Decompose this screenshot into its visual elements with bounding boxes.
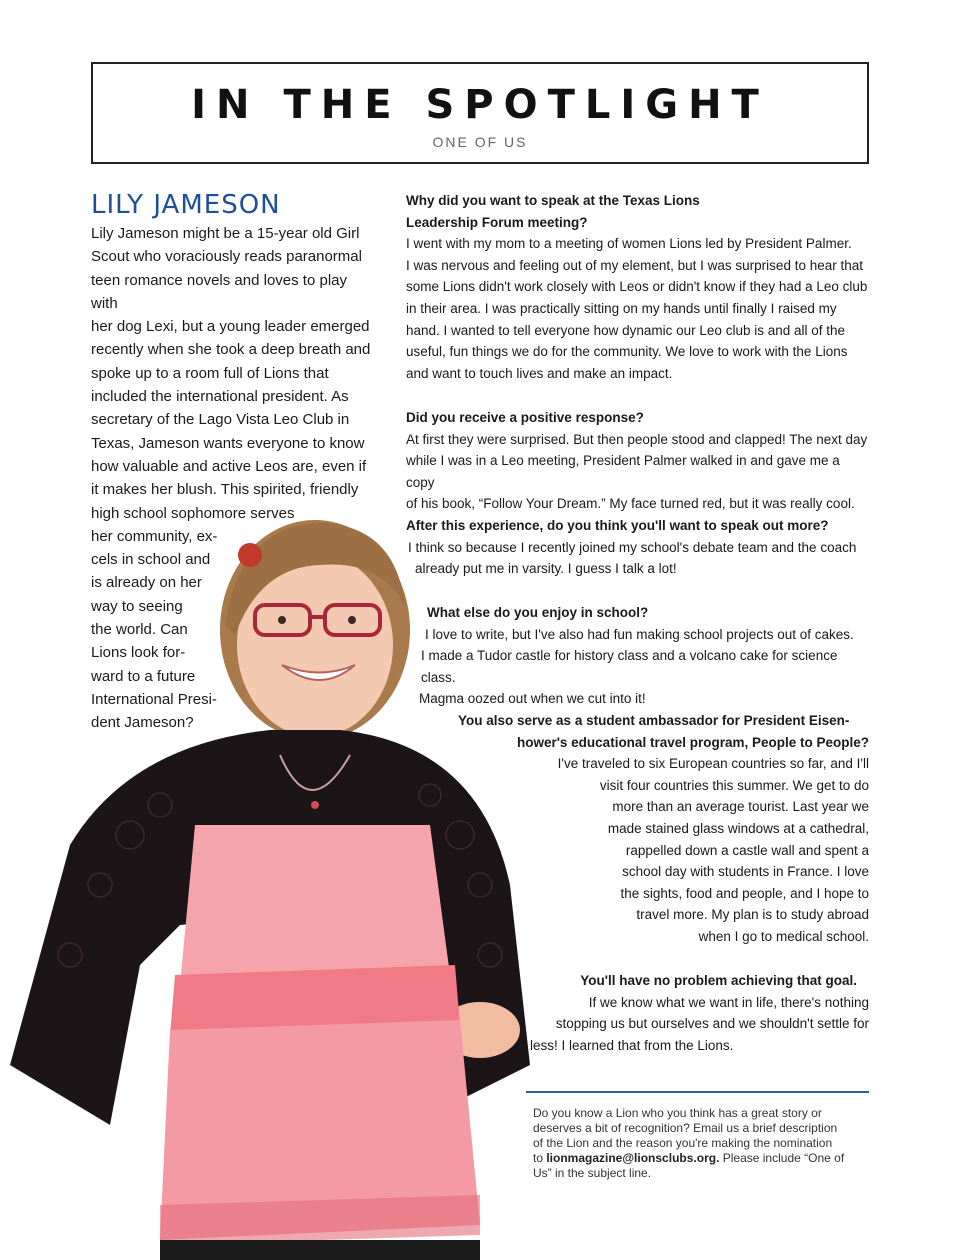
answer-line: made stained glass windows at a cathedral,: [607, 820, 869, 836]
qa-block-6: [530, 970, 869, 1056]
answer-line: of his book, “Follow Your Dream.” My face turned red, but it was really cool.: [406, 496, 855, 512]
answer-line: while I was in a Leo meeting, President Palmer walked in and gave me a copy: [406, 453, 840, 490]
intro-line: teen romance novels and loves to play with: [91, 271, 347, 312]
answer-line: I was nervous and feeling out of my element, but I was surprised to hear that: [406, 257, 863, 273]
question: After this experience, do you think you'll want to speak out more?: [406, 518, 829, 533]
answer-line: If we know what we want in life, there's nothing: [588, 994, 869, 1010]
answer-line: travel more. My plan is to study abroad: [636, 907, 869, 923]
intro-line: secretary of the Lago Vista Leo Club in: [91, 411, 350, 429]
note-text: to: [533, 1151, 547, 1165]
nomination-note: [533, 1106, 863, 1181]
answer-line: Magma oozed out when we cut into it!: [419, 691, 646, 707]
email-link[interactable]: lionmagazine@lionsclubs.org.: [546, 1151, 720, 1165]
question: What else do you enjoy in school?: [427, 605, 649, 620]
intro-line: high school sophomore serves: [91, 504, 295, 522]
question: hower's educational travel program, People to People?: [516, 734, 869, 750]
answer-line: hand. I wanted to tell everyone how dynamic our Leo club is and all of the: [406, 322, 846, 338]
answer-line: visit four countries this summer. We get to do: [599, 777, 869, 793]
intro-line: her community, ex-: [91, 527, 218, 545]
intro-line: Texas, Jameson wants everyone to know: [91, 434, 365, 452]
note-line: [533, 1151, 863, 1166]
intro-line: the world. Can: [91, 621, 188, 639]
answer-line: I went with my mom to a meeting of women Lions led by President Palmer.: [406, 236, 852, 252]
answer-line: I made a Tudor castle for history class and a volcano cake for science class.: [421, 648, 838, 685]
intro-line: cels in school and: [91, 551, 211, 569]
intro-line: her dog Lexi, but a young leader emerged: [91, 318, 370, 336]
answer-line: already put me in varsity. I guess I talk a lot!: [415, 561, 677, 577]
intro-line: Lions look for-: [91, 644, 186, 662]
answer-line: and want to touch lives and make an impact.: [406, 365, 673, 381]
intro-line: recently when she took a deep breath and: [91, 341, 371, 359]
answer-line: I think so because I recently joined my school's debate team and the coach: [408, 539, 857, 555]
question: You also serve as a student ambassador for President Eisen-: [458, 713, 850, 728]
header-box: [91, 62, 869, 164]
page-title: IN THE SPOTLIGHT: [191, 82, 769, 128]
intro-line: Lily Jameson might be a 15-year old Girl: [91, 225, 360, 242]
answer-line: stopping us but ourselves and we shouldn't settle for: [555, 1016, 869, 1032]
question: You'll have no problem achieving that goal.: [580, 973, 857, 988]
answer-line: I've traveled to six European countries so far, and I'll: [557, 756, 869, 772]
qa-block-3: [406, 515, 869, 580]
note-line: Us” in the subject line.: [533, 1166, 652, 1180]
answer-line: some Lions didn't work closely with Leos or didn't know if they had a Leo club: [406, 279, 868, 295]
question: Why did you want to speak at the Texas Lions: [406, 193, 700, 208]
intro-line: Scout who voraciously reads paranormal: [91, 248, 362, 266]
intro-paragraph: [91, 222, 376, 735]
answer-line: more than an average tourist. Last year we: [612, 799, 869, 815]
qa-block-2: [406, 407, 869, 515]
answer-line: I love to write, but I've also had fun making school projects out of cakes.: [425, 626, 854, 642]
intro-line: ward to a future: [91, 667, 196, 685]
page-subtitle: ONE OF US: [432, 134, 528, 150]
profile-name: LILY JAMESON: [91, 190, 281, 220]
qa-block-5: [440, 710, 869, 948]
answer-line: At first they were surprised. But then people stood and clapped! The next day: [406, 431, 868, 447]
note-line: deserves a bit of recognition? Email us a brief description: [533, 1121, 838, 1135]
note-text: Please include “One of: [719, 1151, 845, 1165]
intro-line: spoke up to a room full of Lions that: [91, 364, 329, 382]
intro-line: way to seeing: [91, 597, 183, 615]
answer-line: school day with students in France. I love: [622, 864, 869, 880]
answer-line: in their area. I was practically sitting on my hands until finally I raised my: [406, 300, 837, 316]
intro-line: how valuable and active Leos are, even if: [91, 457, 367, 475]
footer-divider: [526, 1091, 869, 1093]
intro-line: International Presi-: [91, 690, 217, 708]
answer-line: the sights, food and people, and I hope to: [620, 885, 869, 901]
intro-line: dent Jameson?: [91, 714, 194, 732]
answer-line: when I go to medical school.: [698, 928, 869, 944]
qa-block-1: [406, 190, 869, 384]
intro-line: is already on her: [91, 574, 202, 592]
answer-line: less! I learned that from the Lions.: [530, 1037, 734, 1053]
note-line: Do you know a Lion who you think has a great story or: [533, 1106, 822, 1120]
answer-line: rappelled down a castle wall and spent a: [625, 842, 869, 858]
note-line: of the Lion and the reason you're making the nomination: [533, 1136, 833, 1150]
intro-line: included the international president. As: [91, 388, 349, 406]
qa-block-4: [419, 602, 869, 710]
question: Did you receive a positive response?: [406, 410, 644, 425]
question: Leadership Forum meeting?: [406, 214, 588, 230]
answer-line: useful, fun things we do for the community. We love to work with the Lions: [406, 344, 848, 360]
intro-line: it makes her blush. This spirited, friendly: [91, 481, 359, 499]
